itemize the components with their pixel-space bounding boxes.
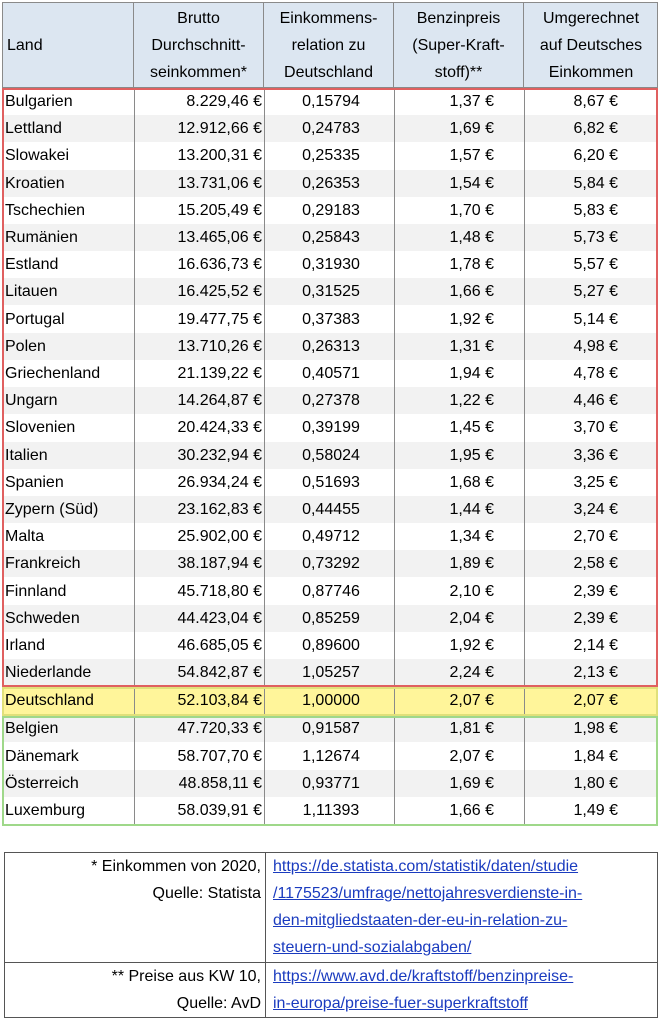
- cell-brutto: 13.465,06 €: [177, 229, 262, 246]
- cell-relation: 0,37383: [302, 310, 360, 328]
- cell-benzin: 1,31 €: [449, 337, 494, 355]
- cell-umgerechnet: 4,98 €: [573, 337, 618, 355]
- cell-land: Frankreich: [5, 555, 81, 573]
- link-line[interactable]: https://www.avd.de/kraftstoff/benzinpreise-: [273, 968, 574, 985]
- cell-brutto: 54.842,87 €: [177, 664, 262, 682]
- table-row: [2, 659, 658, 686]
- cell-brutto: 13.731,06 €: [177, 174, 262, 192]
- link-line[interactable]: steuern-und-sozialabgaben/: [273, 939, 472, 956]
- cell-relation: 0,89600: [302, 637, 360, 654]
- cell-relation: 0,31930: [302, 256, 360, 274]
- cell-benzin: 2,07 €: [449, 692, 494, 710]
- table-row: [2, 224, 658, 251]
- cell-benzin: 2,10 €: [449, 582, 494, 600]
- cell-umgerechnet: 2,70 €: [573, 528, 618, 546]
- cell-land: Malta: [5, 528, 45, 546]
- cell-brutto: 25.902,00 €: [177, 528, 262, 546]
- header-benzin-line: (Super-Kraft-: [412, 36, 505, 54]
- column-divider: [264, 88, 265, 826]
- table-row: [2, 797, 658, 824]
- table-row: [2, 142, 658, 169]
- cell-brutto: 15.205,49 €: [177, 201, 262, 219]
- cell-relation: 0,87746: [302, 582, 360, 600]
- cell-land: Spanien: [5, 473, 64, 491]
- cell-umgerechnet: 3,24 €: [573, 501, 618, 518]
- cell-umgerechnet: 3,25 €: [573, 473, 618, 491]
- table-row: [2, 306, 658, 333]
- cell-land: Niederlande: [5, 664, 92, 682]
- header-benzin: [394, 2, 524, 88]
- header-benzin-line: Benzinpreis: [416, 9, 501, 27]
- footnotes-table: [4, 852, 658, 1018]
- cell-relation: 0,15794: [302, 93, 360, 110]
- cell-land: Italien: [5, 446, 48, 464]
- cell-land: Polen: [5, 337, 46, 355]
- cell-umgerechnet: 2,14 €: [573, 637, 618, 654]
- cell-relation: 0,51693: [302, 473, 360, 491]
- cell-brutto: 14.264,87 €: [177, 392, 262, 410]
- cell-benzin: 1,48 €: [449, 229, 494, 246]
- table-row: [2, 278, 658, 305]
- header-brutto-line: Brutto: [177, 9, 220, 27]
- table-row: [2, 197, 658, 224]
- header-relation-line: Deutschland: [284, 63, 373, 81]
- cell-brutto: 47.720,33 €: [177, 720, 262, 738]
- table-row: [2, 360, 658, 387]
- link-line[interactable]: https://de.statista.com/statistik/daten/studie: [273, 858, 579, 875]
- cell-umgerechnet: 1,49 €: [573, 802, 618, 819]
- header-brutto: [134, 2, 264, 88]
- cell-brutto: 58.707,70 €: [177, 747, 262, 765]
- footnote-label-line: Quelle: AvD: [176, 995, 261, 1012]
- cell-land: Zypern (Süd): [5, 501, 99, 518]
- header-brutto-line: Durchschnitt-: [151, 36, 246, 54]
- table-row: [2, 686, 658, 715]
- link-line[interactable]: den-mitgliedstaaten-der-eu-in-relation-zu-: [273, 912, 568, 929]
- cell-brutto: 13.200,31 €: [177, 147, 262, 165]
- cell-land: Schweden: [5, 609, 80, 627]
- cell-benzin: 1,68 €: [449, 473, 494, 491]
- cell-benzin: 1,95 €: [449, 446, 494, 464]
- cell-brutto: 48.858,11 €: [178, 774, 262, 792]
- cell-land: Tschechien: [5, 201, 86, 219]
- footnote-label: [5, 853, 265, 907]
- cell-brutto: 20.424,33 €: [177, 419, 262, 437]
- cell-benzin: 1,57 €: [449, 147, 494, 165]
- table-row: [2, 251, 658, 278]
- cell-relation: 0,25843: [302, 229, 360, 246]
- header-relation-line: relation zu: [291, 36, 366, 54]
- table-row: [2, 442, 658, 469]
- header-umgerechnet-line: Umgerechnet: [542, 9, 640, 27]
- cell-umgerechnet: 1,80 €: [573, 774, 618, 792]
- header-land: [2, 2, 134, 88]
- cell-benzin: 2,24 €: [449, 664, 494, 682]
- cell-benzin: 1,94 €: [449, 365, 494, 382]
- cell-umgerechnet: 6,82 €: [573, 120, 618, 138]
- cell-land: Griechenland: [5, 365, 101, 382]
- cell-benzin: 2,04 €: [449, 609, 494, 627]
- cell-land: Dänemark: [5, 747, 79, 765]
- cell-land: Irland: [5, 637, 46, 654]
- cell-relation: 0,58024: [302, 446, 360, 464]
- cell-umgerechnet: 3,70 €: [573, 419, 618, 437]
- cell-land: Österreich: [5, 774, 79, 792]
- cell-umgerechnet: 1,84 €: [573, 747, 618, 765]
- header-umgerechnet-line: auf Deutsches: [539, 36, 643, 54]
- column-divider: [524, 88, 525, 826]
- table-row: [2, 605, 658, 632]
- cell-umgerechnet: 5,27 €: [573, 283, 618, 301]
- column-divider: [134, 88, 135, 826]
- cell-relation: 0,26313: [302, 337, 360, 355]
- table-row: [2, 88, 658, 115]
- cell-benzin: 1,66 €: [449, 283, 494, 301]
- cell-umgerechnet: 4,78 €: [573, 365, 618, 382]
- cell-umgerechnet: 1,98 €: [573, 720, 618, 738]
- cell-land: Belgien: [5, 720, 59, 738]
- cell-relation: 1,11393: [302, 802, 360, 819]
- cell-brutto: 45.718,80 €: [177, 582, 262, 600]
- column-divider: [394, 88, 395, 826]
- cell-benzin: 1,70 €: [449, 201, 494, 219]
- table-row: [2, 333, 658, 360]
- cell-relation: 0,26353: [302, 174, 360, 192]
- cell-umgerechnet: 2,13 €: [573, 664, 618, 682]
- cell-land: Ungarn: [5, 392, 58, 410]
- cell-relation: 0,40571: [302, 365, 360, 382]
- cell-relation: 0,49712: [302, 528, 360, 546]
- cell-brutto: 46.685,05 €: [177, 637, 262, 654]
- table-row: [2, 632, 658, 659]
- cell-benzin: 1,44 €: [449, 501, 494, 518]
- cell-umgerechnet: 5,84 €: [573, 174, 618, 192]
- cell-benzin: 1,54 €: [449, 174, 494, 192]
- cell-umgerechnet: 2,07 €: [573, 692, 618, 710]
- link-line[interactable]: in-europa/preise-fuer-superkraftstoff: [273, 995, 528, 1012]
- cell-umgerechnet: 4,46 €: [573, 392, 618, 410]
- table-row: [2, 387, 658, 414]
- cell-benzin: 1,89 €: [449, 555, 494, 573]
- table-row: [2, 770, 658, 797]
- header-relation: [264, 2, 394, 88]
- cell-brutto: 21.139,22 €: [177, 365, 262, 382]
- cell-brutto: 8.229,46 €: [186, 93, 262, 110]
- cell-land: Slowakei: [5, 147, 70, 165]
- cell-land: Lettland: [5, 120, 62, 138]
- cell-benzin: 1,37 €: [449, 93, 494, 110]
- cell-umgerechnet: 8,67 €: [573, 93, 618, 110]
- table-row: [2, 743, 658, 770]
- cell-brutto: 19.477,75 €: [177, 310, 262, 328]
- cell-relation: 0,73292: [302, 555, 360, 573]
- cell-brutto: 26.934,24 €: [177, 473, 262, 491]
- table-row: [2, 414, 658, 441]
- cell-land: Estland: [5, 256, 59, 274]
- cell-relation: 0,29183: [302, 201, 360, 219]
- footnote-label-line: Quelle: Statista: [152, 885, 261, 902]
- header-umgerechnet: [524, 2, 658, 88]
- cell-relation: 0,93771: [302, 774, 360, 792]
- cell-relation: 0,25335: [302, 147, 360, 165]
- cell-relation: 0,44455: [302, 501, 360, 518]
- cell-benzin: 1,81 €: [449, 720, 494, 738]
- cell-benzin: 1,78 €: [449, 256, 494, 274]
- cell-brutto: 16.636,73 €: [177, 256, 262, 274]
- cell-brutto: 16.425,52 €: [177, 283, 262, 301]
- cell-brutto: 13.710,26 €: [177, 337, 262, 355]
- cell-brutto: 30.232,94 €: [177, 446, 262, 464]
- cell-brutto: 23.162,83 €: [177, 501, 262, 518]
- cell-benzin: 1,69 €: [449, 120, 494, 138]
- cell-benzin: 1,34 €: [449, 528, 494, 546]
- table-row: [2, 715, 658, 742]
- cell-relation: 1,05257: [302, 664, 360, 682]
- cell-land: Kroatien: [5, 174, 65, 192]
- cell-benzin: 1,69 €: [449, 774, 494, 792]
- table-row: [2, 550, 658, 577]
- cell-umgerechnet: 5,57 €: [573, 256, 618, 274]
- cell-umgerechnet: 2,39 €: [573, 582, 618, 600]
- header-relation-line: Einkommens-: [279, 9, 378, 27]
- table-row: [2, 496, 658, 523]
- cell-benzin: 1,22 €: [449, 392, 494, 410]
- cell-relation: 0,31525: [302, 283, 360, 301]
- cell-land: Bulgarien: [5, 93, 73, 110]
- cell-benzin: 1,92 €: [449, 637, 494, 654]
- cell-umgerechnet: 6,20 €: [573, 147, 618, 165]
- cell-brutto: 52.103,84 €: [177, 692, 262, 710]
- cell-land: Slovenien: [5, 419, 76, 437]
- cell-brutto: 12.912,66 €: [177, 120, 262, 138]
- table-row: [2, 578, 658, 605]
- cell-umgerechnet: 2,39 €: [573, 609, 618, 627]
- cell-relation: 0,24783: [302, 120, 360, 138]
- table-row: [2, 170, 658, 197]
- cell-land: Deutschland: [5, 692, 94, 710]
- cell-relation: 1,12674: [302, 747, 360, 765]
- header-land-label: Land: [7, 36, 43, 54]
- cell-umgerechnet: 3,36 €: [573, 446, 618, 464]
- cell-land: Rumänien: [5, 229, 78, 246]
- footnote-divider: [265, 853, 266, 1017]
- header-umgerechnet-line: Einkommen: [548, 63, 634, 81]
- cell-land: Finnland: [5, 582, 67, 600]
- footnote-label-line: * Einkommen von 2020,: [91, 858, 261, 875]
- header-brutto-line: seinkommen*: [150, 63, 247, 81]
- cell-land: Litauen: [5, 283, 58, 301]
- cell-umgerechnet: 2,58 €: [573, 555, 618, 573]
- cell-brutto: 38.187,94 €: [177, 555, 262, 573]
- cell-land: Portugal: [5, 310, 65, 328]
- cell-relation: 0,91587: [302, 720, 360, 738]
- table-row: [2, 115, 658, 142]
- cell-land: Luxemburg: [5, 802, 86, 819]
- link-line[interactable]: /1175523/umfrage/nettojahresverdienste-in-: [273, 885, 583, 902]
- cell-benzin: 1,92 €: [449, 310, 494, 328]
- cell-brutto: 58.039,91 €: [177, 802, 262, 819]
- table-row: [2, 523, 658, 550]
- avd-link[interactable]: [269, 963, 657, 1017]
- footnote-label-line: ** Preise aus KW 10,: [111, 968, 261, 985]
- cell-benzin: 1,45 €: [449, 419, 494, 437]
- cell-umgerechnet: 5,83 €: [573, 201, 618, 219]
- statista-link[interactable]: [269, 853, 657, 961]
- cell-relation: 0,39199: [302, 419, 360, 437]
- cell-brutto: 44.423,04 €: [177, 609, 262, 627]
- header-benzin-line: stoff)**: [434, 63, 483, 81]
- cell-umgerechnet: 5,14 €: [573, 310, 618, 328]
- cell-umgerechnet: 5,73 €: [573, 229, 618, 246]
- cell-relation: 0,85259: [302, 609, 360, 627]
- cell-benzin: 1,66 €: [449, 802, 494, 819]
- cell-relation: 1,00000: [302, 692, 360, 710]
- cell-benzin: 2,07 €: [449, 747, 494, 765]
- footnote-label: [5, 963, 265, 1017]
- cell-relation: 0,27378: [302, 392, 360, 410]
- table-row: [2, 469, 658, 496]
